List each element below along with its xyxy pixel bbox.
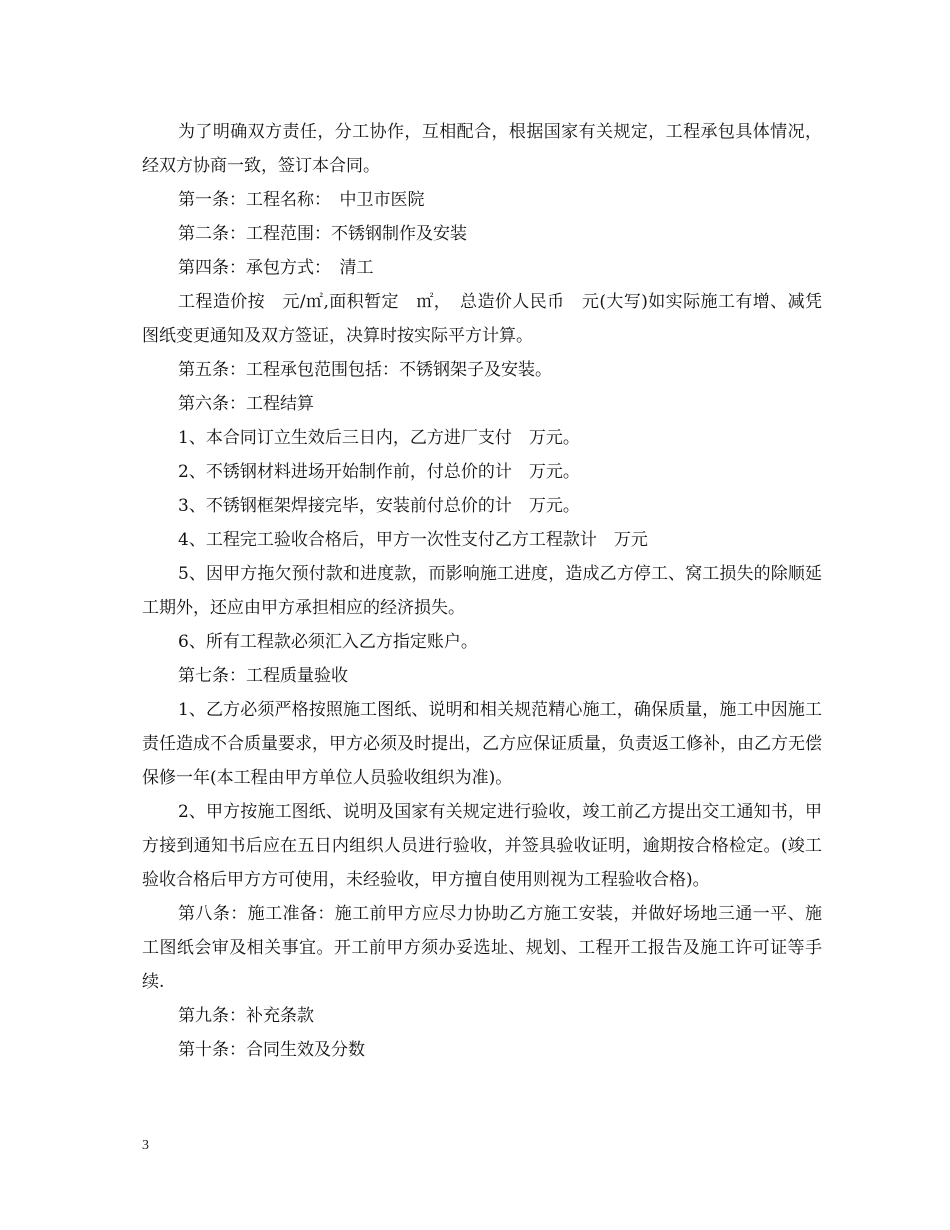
paragraph-settlement-4: 4、工程完工验收合格后，甲方一次性支付乙方工程款计 万元 (178, 530, 648, 550)
paragraph-quality-2: 2、甲方按施工图纸、说明及国家有关规定进行验收，竣工前乙方提出交工通知书，甲方接到通知书后应在五日内组织人员进行验收，并签具验收证明，逾期按合格检定。(竣工验收合格后甲方方可使用，未经验收，甲方擅自使用则视为工程验收合格)。 (142, 802, 822, 890)
paragraph-settlement-5: 5、因甲方拖欠预付款和进度款，而影响施工进度，造成乙方停工、窝工损失的除顺延工期外，还应由甲方承担相应的经济损失。 (142, 564, 822, 618)
paragraph-article-8: 第八条：施工准备：施工前甲方应尽力协助乙方施工安装，并做好场地三通一平、施工图纸会审及相关事宜。开工前甲方须办妥选址、规划、工程开工报告及施工许可证等手续. (142, 904, 822, 992)
contract-body (142, 115, 822, 1067)
paragraph-settlement-1: 1、本合同订立生效后三日内，乙方进厂支付 万元。 (178, 428, 580, 448)
paragraph-article-2: 第二条：工程范围：不锈钢制作及安装 (178, 224, 467, 244)
paragraph-article-4: 第四条：承包方式： 清工 (178, 258, 374, 278)
paragraph-article-6: 第六条：工程结算 (178, 394, 314, 414)
paragraph-article-5: 第五条：工程承包范围包括：不锈钢架子及安装。 (178, 360, 552, 380)
paragraph-article-9: 第九条：补充条款 (178, 1006, 314, 1026)
paragraph-intro: 为了明确双方责任，分工协作，互相配合，根据国家有关规定，工程承包具体情况，经双方协商一致，签订本合同。 (142, 122, 822, 176)
paragraph-article-10: 第十条：合同生效及分数 (178, 1040, 365, 1060)
paragraph-article-1: 第一条：工程名称： 中卫市医院 (178, 190, 425, 210)
paragraph-pricing: 工程造价按 元/㎡,面积暂定 ㎡， 总造价人民币 元(大写)如实际施工有增、减凭图纸变更通知及双方签证，决算时按实际平方计算。 (142, 292, 822, 346)
paragraph-settlement-2: 2、不锈钢材料进场开始制作前，付总价的计 万元。 (178, 462, 580, 482)
paragraph-article-7: 第七条：工程质量验收 (178, 666, 348, 686)
paragraph-settlement-3: 3、不锈钢框架焊接完毕，安装前付总价的计 万元。 (178, 496, 580, 516)
page-number: 3 (142, 1138, 149, 1153)
paragraph-quality-1: 1、乙方必须严格按照施工图纸、说明和相关规范精心施工，确保质量，施工中因施工责任造成不合质量要求，甲方必须及时提出，乙方应保证质量，负责返工修补，由乙方无偿保修一年(本工程由甲方单位人员验收组织为准)。 (142, 700, 822, 788)
paragraph-settlement-6: 6、所有工程款必须汇入乙方指定账户。 (178, 632, 478, 652)
